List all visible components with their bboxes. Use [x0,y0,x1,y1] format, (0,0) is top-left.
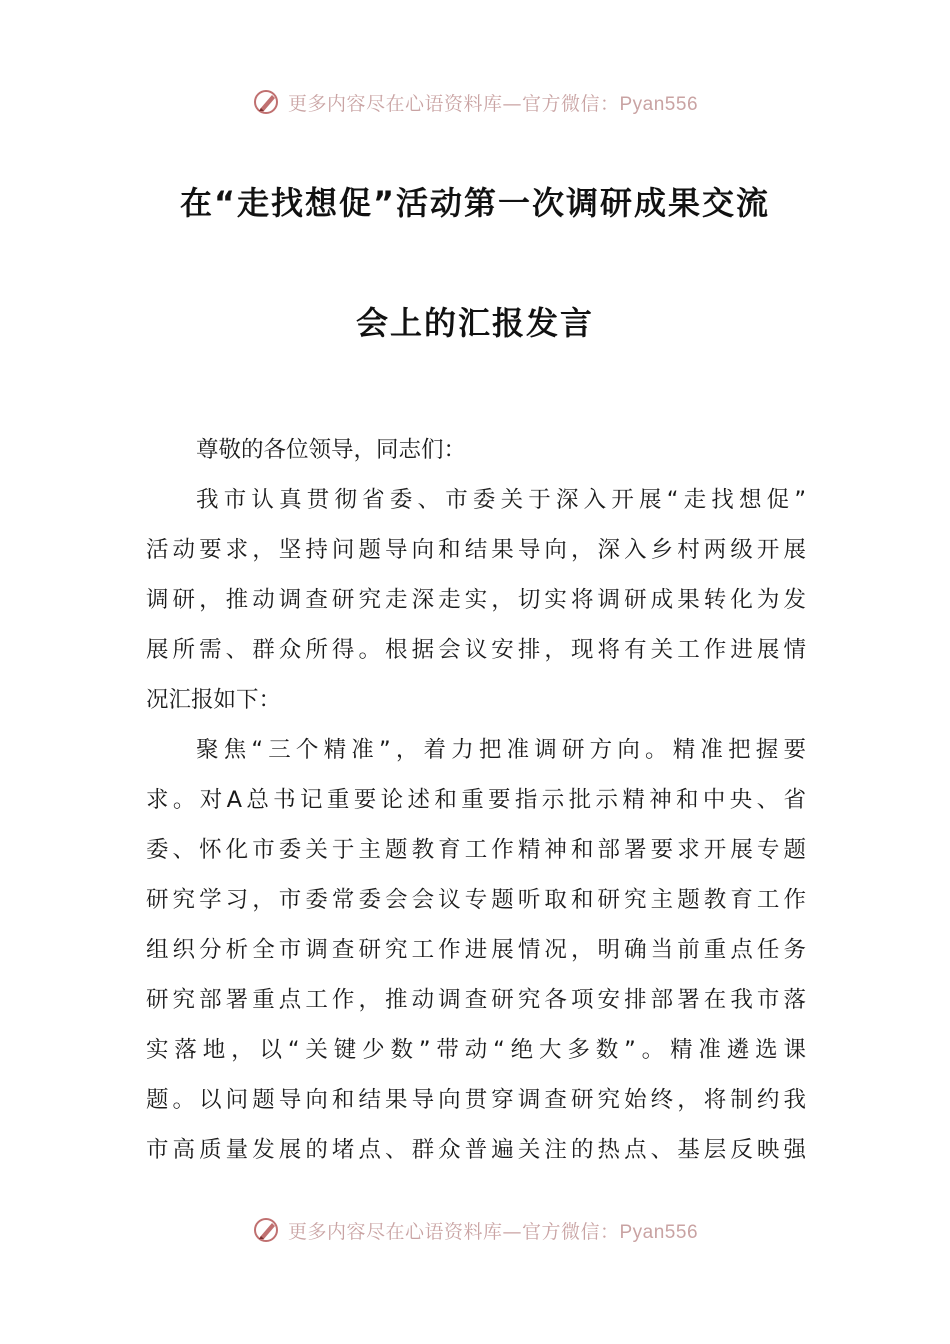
watermark-text: 更多内容尽在心语资料库—官方微信：Pyan556 [287,92,699,115]
body-line: 组织分析全市调查研究工作进展情况，明确当前重点任务 [146,937,806,963]
watermark-banner-bottom [0,1210,950,1250]
body-line: 调研，推动调查研究走深走实，切实将调研成果转化为发 [146,587,806,613]
body-line: 展所需、群众所得。根据会议安排，现将有关工作进展情 [146,637,806,663]
body-line: 活动要求，坚持问题导向和结果导向，深入乡村两级开展 [146,537,806,563]
body-line: 题。以问题导向和结果导向贯穿调查研究始终，将制约我 [146,1087,806,1113]
body-line: 况汇报如下： [146,687,282,713]
body-line: 市高质量发展的堵点、群众普遍关注的热点、基层反映强 [146,1137,806,1163]
body-line: 委、怀化市委关于主题教育工作精神和部署要求开展专题 [146,837,806,863]
body-line: 研究部署重点工作，推动调查研究各项安排部署在我市落 [146,987,806,1013]
watermark-text: 更多内容尽在心语资料库—官方微信：Pyan556 [287,1220,699,1243]
body-line: 求。对A总书记重要论述和重要指示批示精神和中央、省 [146,787,806,813]
watermark-banner-top [0,82,950,122]
body-line: 聚焦“三个精准”，着力把准调研方向。精准把握要 [196,737,806,763]
document-title-line-2: 会上的汇报发言 [355,304,594,342]
pen-logo-icon [252,87,282,117]
document-title-line-1: 在“走找想促”活动第一次调研成果交流 [179,184,771,222]
body-line: 尊敬的各位领导，同志们： [196,437,467,463]
body-line: 实落地，以“关键少数”带动“绝大多数”。精准遴选课 [146,1037,806,1063]
body-line: 研究学习，市委常委会会议专题听取和研究主题教育工作 [146,887,806,913]
body-line: 我市认真贯彻省委、市委关于深入开展“走找想促” [196,487,806,513]
pen-logo-icon [252,1215,282,1245]
